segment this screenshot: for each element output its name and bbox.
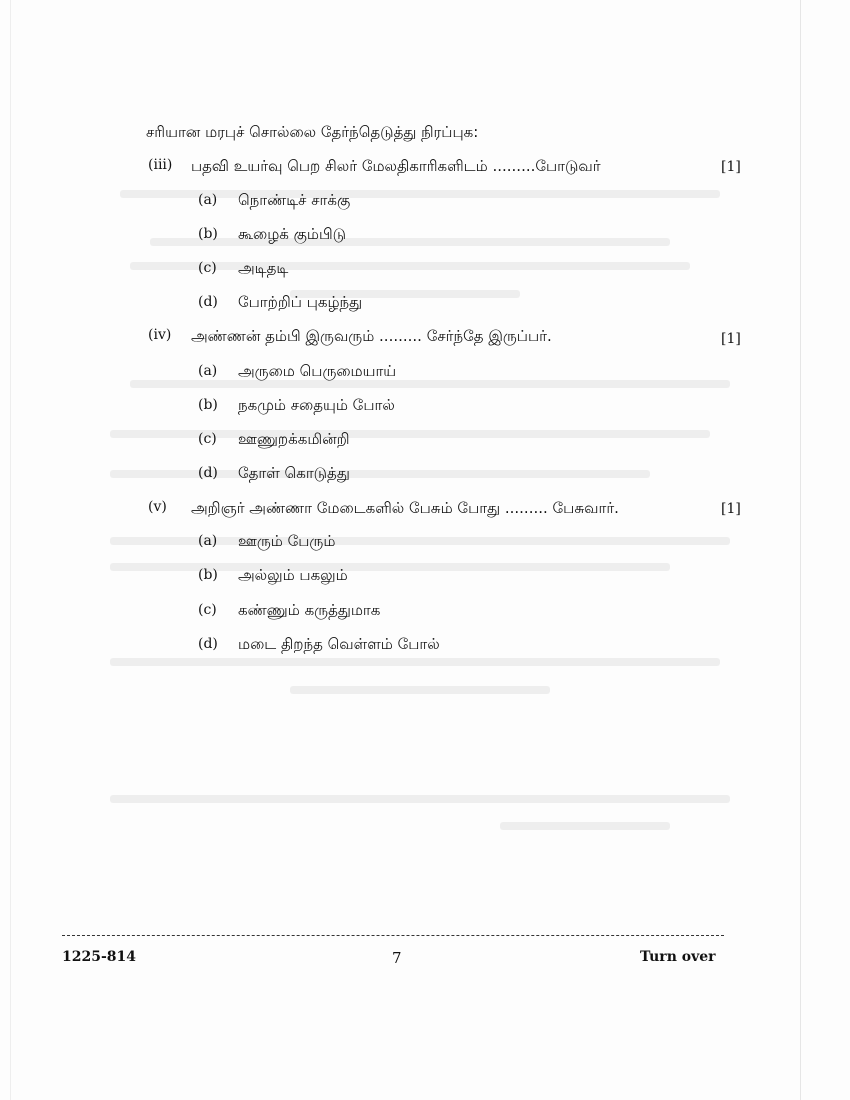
option-label: (d) — [198, 465, 218, 481]
option-text: கூழைக் கும்பிடு — [238, 225, 347, 243]
show-through-mark — [290, 686, 550, 694]
option-label: (a) — [198, 533, 218, 549]
option-label: (b) — [198, 397, 218, 413]
option-label: (b) — [198, 226, 218, 242]
marks-label: [1] — [721, 159, 741, 175]
footer-divider — [62, 935, 724, 936]
option-text: நகமும் சதையும் போல் — [238, 396, 395, 414]
option-text: அடிதடி — [238, 259, 289, 277]
option-label: (c) — [198, 431, 217, 447]
option-text: அருமை பெருமையாய் — [238, 362, 397, 380]
option-text: போற்றிப் புகழ்ந்து — [238, 293, 363, 311]
question-number: (iv) — [148, 327, 172, 343]
question-number: (iii) — [148, 157, 173, 173]
question-text: அண்ணன் தம்பி இருவரும் ......... சேர்ந்தே இருப்பர். — [191, 327, 552, 345]
question-text: அறிஞர் அண்ணா மேடைகளில் பேசும் போது ......... பேசுவார். — [191, 499, 619, 517]
option-text: தோள் கொடுத்து — [238, 464, 350, 482]
option-label: (c) — [198, 602, 217, 618]
option-text: ஊணுறக்கமின்றி — [238, 430, 350, 448]
instruction-text: சரியான மரபுச் சொல்லை தேர்ந்தெடுத்து நிரப்புக: — [146, 123, 479, 141]
show-through-mark — [110, 470, 650, 478]
page-edge-right — [800, 0, 801, 1100]
show-through-mark — [110, 563, 670, 571]
option-text: மடை திறந்த வெள்ளம் போல் — [238, 635, 440, 653]
paper-code: 1225-814 — [62, 949, 136, 965]
page-edge-left — [10, 0, 11, 1100]
show-through-mark — [110, 658, 720, 666]
show-through-mark — [130, 380, 730, 388]
option-label: (a) — [198, 363, 218, 379]
show-through-mark — [110, 795, 730, 803]
option-label: (d) — [198, 636, 218, 652]
marks-label: [1] — [721, 331, 741, 347]
show-through-mark — [500, 822, 670, 830]
option-text: கண்ணும் கருத்துமாக — [238, 601, 381, 619]
turn-over-label: Turn over — [640, 949, 716, 965]
question-text: பதவி உயர்வு பெற சிலர் மேலதிகாரிகளிடம் .........போடுவர் — [191, 157, 601, 175]
page-number: 7 — [392, 949, 402, 967]
question-number: (v) — [148, 499, 167, 515]
option-text: அல்லும் பகலும் — [238, 566, 348, 584]
show-through-mark — [150, 238, 670, 246]
option-label: (c) — [198, 260, 217, 276]
option-text: ஊரும் பேரும் — [238, 532, 336, 550]
marks-label: [1] — [721, 501, 741, 517]
option-label: (d) — [198, 294, 218, 310]
option-label: (b) — [198, 567, 218, 583]
option-text: நொண்டிச் சாக்கு — [238, 191, 351, 209]
option-label: (a) — [198, 192, 218, 208]
